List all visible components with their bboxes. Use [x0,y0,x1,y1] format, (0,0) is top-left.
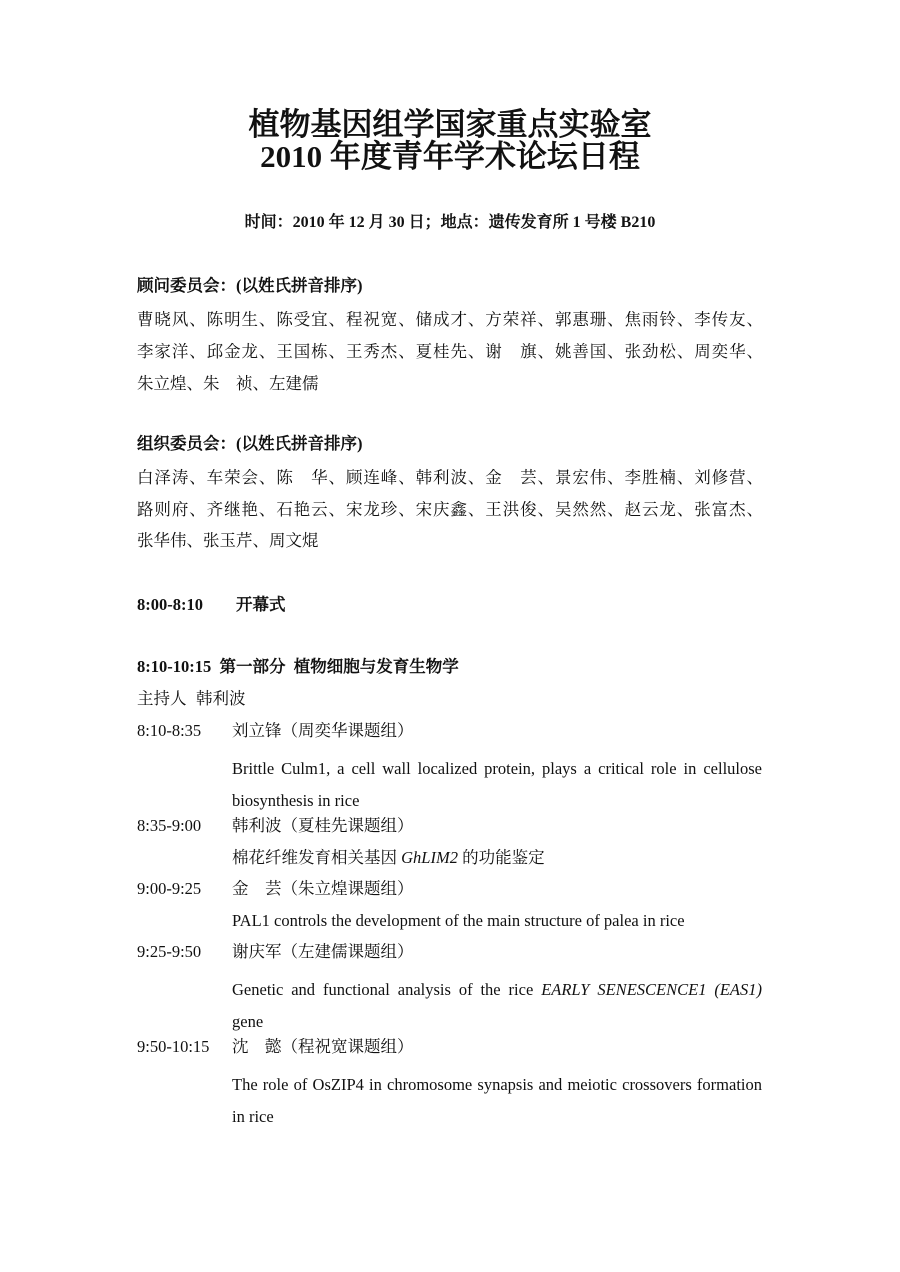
advisory-committee-line: 朱立煌、朱 祯、左建儒 [137,374,319,393]
session-host-name: 韩利波 [196,689,246,708]
organizing-committee-heading: 组织委员会：(以姓氏拼音排序) [137,434,363,453]
talk-time: 8:10-8:35 [137,721,202,740]
organizing-committee-line: 张华伟、张玉芹、周文焜 [137,531,319,550]
gene-name: GhLIM2 [401,848,458,867]
time-location-info: 时间：2010 年 12 月 30 日；地点：遗传发育所 1 号楼 B210 [244,214,656,231]
opening-ceremony-label: 开幕式 [236,595,286,614]
title-line-2: 2010 年度青年学术论坛日程 [260,139,640,174]
title-line-1: 植物基因组学国家重点实验室 [248,107,652,142]
talk-topic-post: 的功能鉴定 [457,848,545,867]
talk-speaker: 谢庆军（左建儒课题组） [232,942,414,961]
talk-speaker: 金 芸（朱立煌课题组） [232,879,414,898]
organizing-committee-line: 白泽涛、车荣会、陈 华、顾连峰、韩利波、金 芸、景宏伟、李胜楠、刘修营、 [137,468,763,487]
talk-time: 8:35-9:00 [137,816,202,835]
talk-time: 9:50-10:15 [137,1037,210,1056]
talk-topic: The role of OsZIP4 in chromosome synapsis and meiotic crossovers formation in rice [232,1075,762,1126]
session-host-label: 主持人 [137,689,187,708]
talk-topic [232,848,545,868]
gene-name: EARLY SENESCENCE1 (EAS1) [541,980,763,999]
talk-topic-pre: 棉花纤维发育相关基因 [232,848,402,867]
talk-topic [232,974,762,1038]
advisory-committee-line: 曹晓风、陈明生、陈受宜、程祝宽、储成才、方荣祥、郭惠珊、焦雨铃、李传友、 [137,310,763,329]
talk-topic: Brittle Culm1, a cell wall localized protein, plays a critical role in cellulose biosynthesis in rice [232,759,762,810]
advisory-committee-heading: 顾问委员会：(以姓氏拼音排序) [137,276,363,295]
talk-speaker: 韩利波（夏桂先课题组） [232,816,414,835]
talk-time: 9:25-9:50 [137,942,202,961]
advisory-committee-line: 李家洋、邱金龙、王国栋、王秀杰、夏桂先、谢 旗、姚善国、张劲松、周奕华、 [137,342,763,361]
talk-time: 9:00-9:25 [137,879,202,898]
opening-ceremony-time: 8:00-8:10 [137,595,203,614]
organizing-committee-line: 路则府、齐继艳、石艳云、宋龙珍、宋庆鑫、王洪俊、吴然然、赵云龙、张富杰、 [137,500,763,519]
talk-speaker: 刘立锋（周奕华课题组） [232,721,414,740]
talk-topic-pre: Genetic and functional analysis of the rice [232,980,542,999]
talk-topic-post: gene [232,1012,264,1031]
session-1-heading: 8:10-10:15 第一部分 植物细胞与发育生物学 [137,657,459,676]
talk-speaker: 沈 懿（程祝宽课题组） [232,1037,414,1056]
talk-topic: PAL1 controls the development of the main structure of palea in rice [232,911,685,930]
